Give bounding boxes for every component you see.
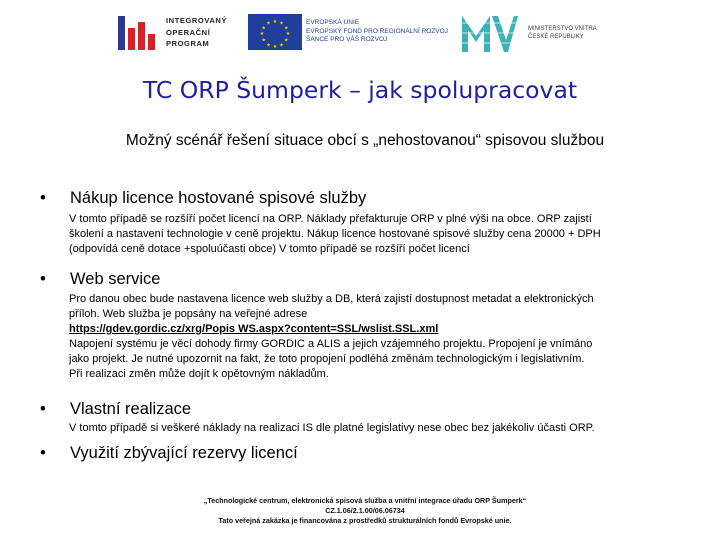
iop-bars-icon [118, 16, 158, 50]
iop-bar [128, 28, 135, 50]
svg-text:★: ★ [261, 37, 266, 44]
footer-project-name: „Technologické centrum, elektronická spisová služba a vnitřní integrace úřadu ORP Šumperk“ [203, 496, 527, 505]
text-line: Při realizaci změn může dojít k opětovným nákladům. [69, 368, 329, 380]
bullet-text [69, 292, 697, 382]
footer-funding-note: Tato veřejná zakázka je financována z prostředků strukturálních fondů Evropské unie. [218, 516, 512, 525]
eu-logo [248, 12, 448, 54]
mv-logo [460, 12, 600, 54]
text-line: jako projekt. Je nutné upozornit na fakt, že toto propojení podléhá změnám technologickým i legislativním. [69, 353, 585, 365]
ws-description-link[interactable]: https://gdev.gordic.cz/xrg/Popis WS.aspx?content=SSL/wslist.SSL.xml [69, 323, 439, 335]
svg-text:★: ★ [284, 25, 289, 32]
svg-text:★: ★ [279, 42, 284, 49]
text-line: V tomto případě si veškeré náklady na realizaci IS dle platné legislativy nese obec bez jakékoliv účasti ORP. [69, 422, 595, 434]
bullet-heading: Web service [70, 270, 161, 288]
footer-note [120, 496, 610, 526]
bullet-heading: Využití zbývající rezervy licencí [70, 444, 298, 462]
mv-logo-text: MINISTERSTVO VNITRA ČESKÉ REPUBLIKY [528, 26, 597, 40]
iop-bar [148, 34, 155, 50]
text-line: (odpovídá ceně dotace +spoluúčasti obce) V tomto případě se rozšíří počet licencí [69, 243, 470, 255]
footer-project-code: CZ.1.06/2.1.00/06.06734 [325, 506, 405, 515]
text-line: příloh. Web služba je popsány na veřejné adrese [69, 308, 308, 320]
iop-logo-text: INTEGROVANÝ OPERAČNÍ PROGRAM [166, 16, 228, 48]
bullet-icon: • [40, 444, 46, 462]
text-line: V tomto případě se rozšíří počet licencí na ORP. Náklady přefakturuje ORP v plné výši na obce. ORP zajistí [69, 213, 592, 225]
text-line: Napojení systému je věcí dohody firmy GORDIC a ALIS a jejich vzájemného projektu. Propojení je vnímáno [69, 338, 593, 350]
svg-text:★: ★ [259, 31, 265, 37]
svg-text:★: ★ [261, 25, 266, 32]
mv-emblem-icon [460, 12, 518, 54]
bullet-icon: • [40, 270, 46, 288]
svg-text:★: ★ [272, 19, 278, 25]
text-line [69, 322, 697, 337]
svg-text:★: ★ [266, 42, 271, 49]
svg-text:★: ★ [266, 20, 271, 27]
slide-title: TC ORP Šumperk – jak spolupracovat [142, 76, 578, 104]
bullet-heading: Nákup licence hostované spisové služby [70, 189, 367, 207]
text-line: školení a nastavení technologie v ceně projektu. Nákup licence hostované spisové služby cena 20000 + DPH [69, 228, 601, 240]
iop-bar [138, 22, 145, 50]
eu-logo-text: EVROPSKÁ UNIE EVROPSKÝ FOND PRO REGIONÁLNÍ ROZVOJ ŠANCE PRO VÁŠ ROZVOJ [306, 19, 448, 43]
svg-text:★: ★ [284, 37, 289, 44]
bullet-heading: Vlastní realizace [70, 400, 192, 418]
logo-bar [0, 12, 720, 54]
bullet-icon: • [40, 400, 46, 418]
bullet-text [69, 421, 697, 436]
svg-text:★: ★ [285, 31, 291, 37]
iop-logo [118, 14, 240, 52]
slide-subtitle: Možný scénář řešení situace obcí s „nehostovanou“ spisovou službou [125, 132, 605, 149]
bullet-icon: • [40, 189, 46, 207]
text-line: Pro danou obec bude nastavena licence web služby a DB, která zajistí dostupnost metadat a elektronických [69, 293, 594, 305]
bullet-text [69, 212, 697, 257]
svg-text:★: ★ [272, 44, 278, 50]
svg-text:★: ★ [279, 20, 284, 27]
eu-flag-icon [248, 14, 302, 50]
iop-bar [118, 16, 125, 50]
